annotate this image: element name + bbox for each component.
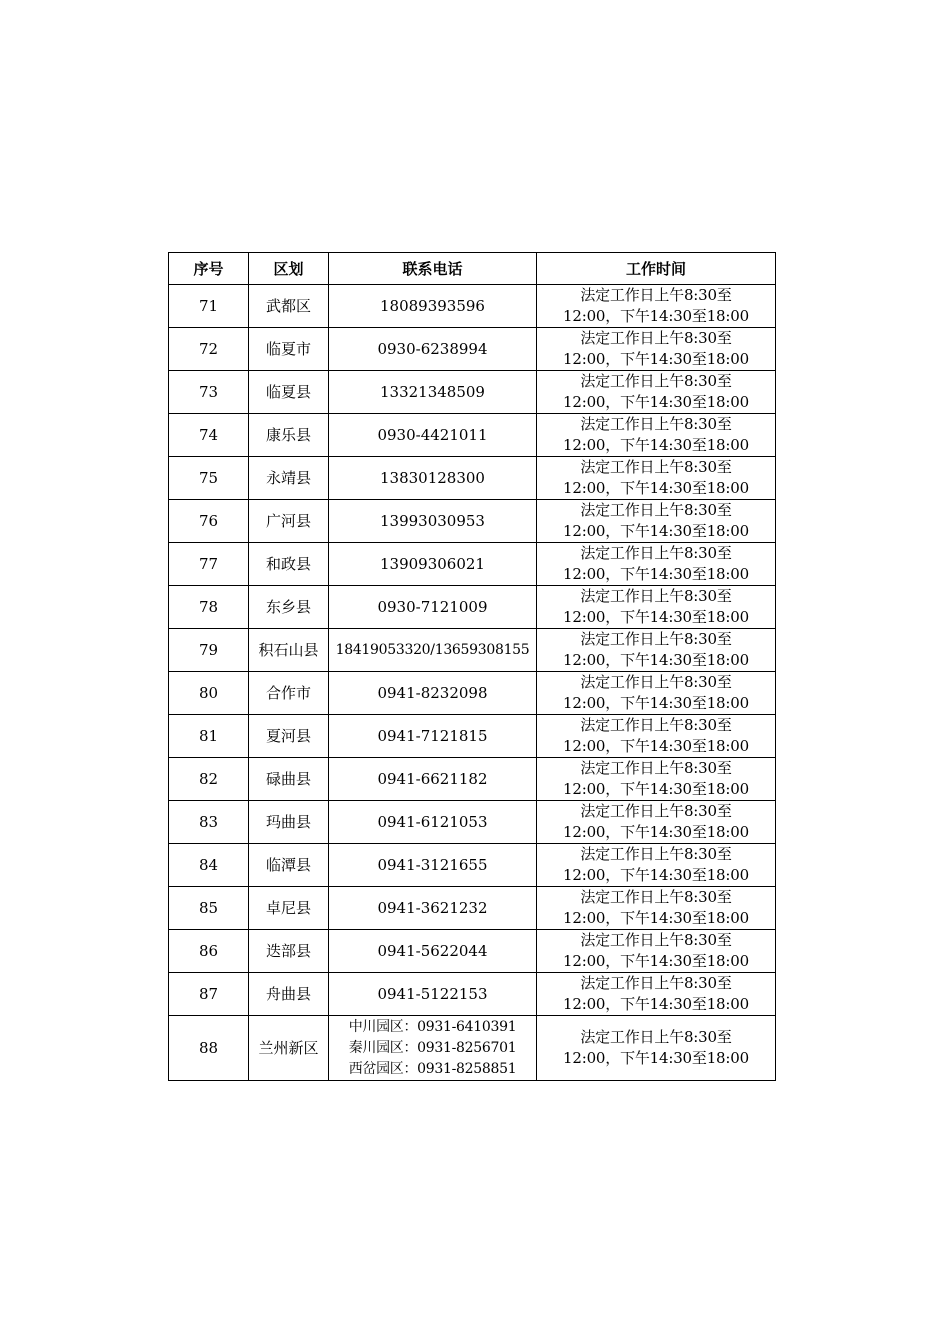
hours-cell bbox=[537, 371, 776, 414]
hours-line: 法定工作日上午8:30至 bbox=[580, 501, 732, 519]
phone-cell bbox=[329, 973, 537, 1016]
phone-number: 0941-7121815 bbox=[377, 726, 488, 745]
row-number: 75 bbox=[169, 457, 249, 500]
hours-line: 法定工作日上午8:30至 bbox=[580, 802, 732, 820]
hours-line: 12:00，下午14:30至18:00 bbox=[563, 1049, 749, 1067]
table-row bbox=[169, 414, 776, 457]
row-number: 81 bbox=[169, 715, 249, 758]
phone-number: 0941-6621182 bbox=[377, 769, 488, 788]
hours-line: 12:00，下午14:30至18:00 bbox=[563, 307, 749, 325]
hours-line: 12:00，下午14:30至18:00 bbox=[563, 995, 749, 1013]
row-number: 87 bbox=[169, 973, 249, 1016]
hours-line: 法定工作日上午8:30至 bbox=[580, 1028, 732, 1046]
table-body bbox=[169, 285, 776, 1081]
district-name: 积石山县 bbox=[249, 629, 329, 672]
district-name: 迭部县 bbox=[249, 930, 329, 973]
hours-line: 12:00，下午14:30至18:00 bbox=[563, 608, 749, 626]
hours-line: 12:00，下午14:30至18:00 bbox=[563, 393, 749, 411]
table-row bbox=[169, 801, 776, 844]
row-number: 83 bbox=[169, 801, 249, 844]
hours-line: 12:00，下午14:30至18:00 bbox=[563, 866, 749, 884]
table-row bbox=[169, 844, 776, 887]
hours-cell bbox=[537, 586, 776, 629]
header-row bbox=[169, 253, 776, 285]
table-row bbox=[169, 758, 776, 801]
hours-line: 法定工作日上午8:30至 bbox=[580, 458, 732, 476]
hours-line: 法定工作日上午8:30至 bbox=[580, 888, 732, 906]
hours-cell bbox=[537, 328, 776, 371]
table-row bbox=[169, 285, 776, 328]
hours-cell bbox=[537, 672, 776, 715]
hours-cell bbox=[537, 285, 776, 328]
table-row bbox=[169, 371, 776, 414]
header-number: 序号 bbox=[169, 253, 249, 285]
row-number: 80 bbox=[169, 672, 249, 715]
phone-cell bbox=[329, 586, 537, 629]
hours-cell bbox=[537, 844, 776, 887]
hours-line: 12:00，下午14:30至18:00 bbox=[563, 909, 749, 927]
row-number: 79 bbox=[169, 629, 249, 672]
phone-cell bbox=[329, 672, 537, 715]
phone-number: 秦川园区：0931-8256701 bbox=[348, 1039, 517, 1056]
hours-line: 12:00，下午14:30至18:00 bbox=[563, 651, 749, 669]
hours-cell bbox=[537, 543, 776, 586]
hours-line: 12:00，下午14:30至18:00 bbox=[563, 565, 749, 583]
phone-number: 0941-8232098 bbox=[377, 683, 488, 702]
hours-cell bbox=[537, 500, 776, 543]
district-name: 临夏县 bbox=[249, 371, 329, 414]
hours-cell bbox=[537, 758, 776, 801]
row-number: 84 bbox=[169, 844, 249, 887]
table-row bbox=[169, 457, 776, 500]
row-number: 82 bbox=[169, 758, 249, 801]
phone-cell bbox=[329, 887, 537, 930]
hours-line: 法定工作日上午8:30至 bbox=[580, 372, 732, 390]
district-name: 和政县 bbox=[249, 543, 329, 586]
phone-number: 0930-4421011 bbox=[377, 425, 488, 444]
phone-number: 13909306021 bbox=[380, 554, 485, 573]
hours-line: 12:00，下午14:30至18:00 bbox=[563, 823, 749, 841]
hours-line: 法定工作日上午8:30至 bbox=[580, 974, 732, 992]
row-number: 74 bbox=[169, 414, 249, 457]
hours-line: 12:00，下午14:30至18:00 bbox=[563, 436, 749, 454]
row-number: 72 bbox=[169, 328, 249, 371]
hours-line: 法定工作日上午8:30至 bbox=[580, 845, 732, 863]
row-number: 76 bbox=[169, 500, 249, 543]
row-number: 73 bbox=[169, 371, 249, 414]
hours-cell bbox=[537, 930, 776, 973]
hours-cell bbox=[537, 973, 776, 1016]
table-row bbox=[169, 930, 776, 973]
phone-number: 0941-3121655 bbox=[377, 855, 488, 874]
hours-line: 12:00，下午14:30至18:00 bbox=[563, 522, 749, 540]
hours-line: 法定工作日上午8:30至 bbox=[580, 716, 732, 734]
row-number: 85 bbox=[169, 887, 249, 930]
phone-number: 18089393596 bbox=[380, 296, 485, 315]
district-name: 东乡县 bbox=[249, 586, 329, 629]
table-row bbox=[169, 1016, 776, 1081]
phone-cell bbox=[329, 543, 537, 586]
table-row bbox=[169, 672, 776, 715]
phone-number: 0930-7121009 bbox=[377, 597, 488, 616]
hours-line: 法定工作日上午8:30至 bbox=[580, 415, 732, 433]
phone-number: 0941-5122153 bbox=[377, 984, 488, 1003]
district-name: 卓尼县 bbox=[249, 887, 329, 930]
hours-line: 12:00，下午14:30至18:00 bbox=[563, 952, 749, 970]
district-name: 永靖县 bbox=[249, 457, 329, 500]
phone-number: 中川园区：0931-6410391 bbox=[348, 1018, 517, 1035]
district-name: 临夏市 bbox=[249, 328, 329, 371]
hours-cell bbox=[537, 457, 776, 500]
district-name: 夏河县 bbox=[249, 715, 329, 758]
district-name: 武都区 bbox=[249, 285, 329, 328]
table-row bbox=[169, 328, 776, 371]
phone-cell bbox=[329, 801, 537, 844]
district-name: 广河县 bbox=[249, 500, 329, 543]
hours-line: 12:00，下午14:30至18:00 bbox=[563, 479, 749, 497]
phone-cell bbox=[329, 328, 537, 371]
row-number: 77 bbox=[169, 543, 249, 586]
hours-cell bbox=[537, 715, 776, 758]
hours-line: 法定工作日上午8:30至 bbox=[580, 673, 732, 691]
phone-cell bbox=[329, 629, 537, 672]
phone-cell bbox=[329, 715, 537, 758]
phone-cell bbox=[329, 285, 537, 328]
contact-table bbox=[168, 252, 776, 1081]
district-name: 碌曲县 bbox=[249, 758, 329, 801]
row-number: 86 bbox=[169, 930, 249, 973]
district-name: 兰州新区 bbox=[249, 1016, 329, 1081]
district-name: 合作市 bbox=[249, 672, 329, 715]
hours-line: 法定工作日上午8:30至 bbox=[580, 587, 732, 605]
table-row bbox=[169, 586, 776, 629]
phone-cell bbox=[329, 500, 537, 543]
hours-line: 法定工作日上午8:30至 bbox=[580, 544, 732, 562]
phone-number: 0941-5622044 bbox=[377, 941, 488, 960]
phone-number: 13321348509 bbox=[380, 382, 485, 401]
table-row bbox=[169, 500, 776, 543]
row-number: 71 bbox=[169, 285, 249, 328]
phone-number: 18419053320/13659308155 bbox=[335, 641, 530, 658]
table-row bbox=[169, 629, 776, 672]
hours-line: 法定工作日上午8:30至 bbox=[580, 759, 732, 777]
hours-cell bbox=[537, 1016, 776, 1081]
hours-line: 12:00，下午14:30至18:00 bbox=[563, 694, 749, 712]
table-header bbox=[169, 253, 776, 285]
hours-line: 法定工作日上午8:30至 bbox=[580, 630, 732, 648]
district-name: 临潭县 bbox=[249, 844, 329, 887]
table-row bbox=[169, 973, 776, 1016]
phone-cell bbox=[329, 414, 537, 457]
district-name: 舟曲县 bbox=[249, 973, 329, 1016]
hours-line: 12:00，下午14:30至18:00 bbox=[563, 737, 749, 755]
header-district: 区划 bbox=[249, 253, 329, 285]
phone-cell bbox=[329, 758, 537, 801]
phone-cell bbox=[329, 371, 537, 414]
row-number: 88 bbox=[169, 1016, 249, 1081]
hours-line: 12:00，下午14:30至18:00 bbox=[563, 350, 749, 368]
phone-cell bbox=[329, 1016, 537, 1081]
hours-cell bbox=[537, 801, 776, 844]
table-row bbox=[169, 543, 776, 586]
row-number: 78 bbox=[169, 586, 249, 629]
table-row bbox=[169, 715, 776, 758]
header-hours: 工作时间 bbox=[537, 253, 776, 285]
district-name: 康乐县 bbox=[249, 414, 329, 457]
phone-number: 13993030953 bbox=[380, 511, 485, 530]
phone-cell bbox=[329, 930, 537, 973]
hours-line: 法定工作日上午8:30至 bbox=[580, 329, 732, 347]
phone-number: 0941-6121053 bbox=[377, 812, 488, 831]
hours-cell bbox=[537, 887, 776, 930]
hours-cell bbox=[537, 629, 776, 672]
hours-cell bbox=[537, 414, 776, 457]
hours-line: 12:00，下午14:30至18:00 bbox=[563, 780, 749, 798]
phone-number: 13830128300 bbox=[380, 468, 485, 487]
phone-cell bbox=[329, 457, 537, 500]
hours-line: 法定工作日上午8:30至 bbox=[580, 286, 732, 304]
header-phone: 联系电话 bbox=[329, 253, 537, 285]
phone-number: 0941-3621232 bbox=[377, 898, 488, 917]
hours-line: 法定工作日上午8:30至 bbox=[580, 931, 732, 949]
phone-number: 0930-6238994 bbox=[377, 339, 488, 358]
phone-cell bbox=[329, 844, 537, 887]
table-row bbox=[169, 887, 776, 930]
phone-number: 西岔园区：0931-8258851 bbox=[348, 1060, 517, 1077]
district-name: 玛曲县 bbox=[249, 801, 329, 844]
